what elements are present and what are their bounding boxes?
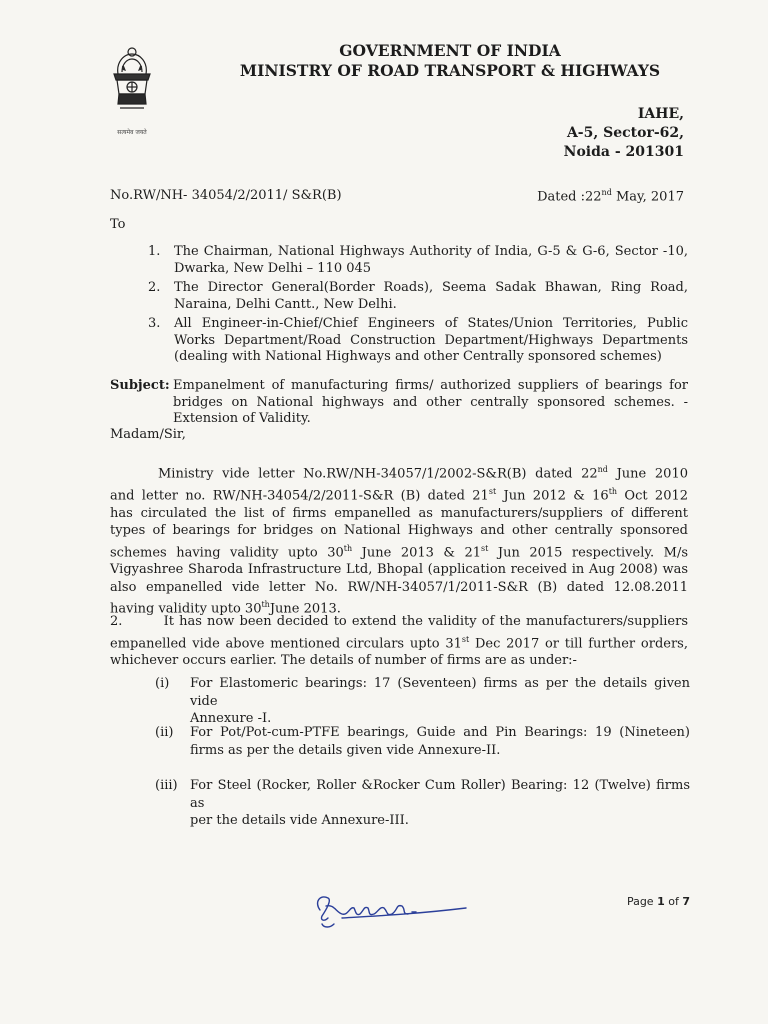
paragraph-2: 2. It has now been decided to extend the validity of the manufacturers/suppliers empanelled vide above mentioned circulars upto 31st Dec 2017 or till further orders, whichever occurs earlier. The details of number of firms are as under:- (110, 614, 688, 669)
paragraph-1: Ministry vide letter No.RW/NH-34057/1/2002-S&R(B) dated 22nd June 2010 and letter no. RW/NH-34054/2/2011-S&R (B) dated 21st Jun 2012 & 16th Oct 2012 has circulated the list of firms empanelled as manufacturers/suppliers of different types of bearings for bridges on National Highways and other centrally sponsored schemes having validity upto 30th June 2013 & 21st Jun 2015 respectively. M/s Vigyashree Sharoda Infrastructure Ltd, Bhopal (application received in Aug 2008) was also empanelled vide letter No. RW/NH-34057/1/2011-S&R (B) dated 12.08.2011 having validity upto 30thJune 2013. (110, 465, 689, 617)
list-item-pot-ptfe: (ii) For Pot/Pot-cum-PTFE bearings, Guide and Pin Bearings: 19 (Nineteen) firms as per the details given vide Annexure-II. (155, 725, 690, 758)
subject-label: Subject: (110, 378, 170, 393)
subject-block (110, 378, 690, 426)
subject-text: Empanelment of manufacturing firms/ authorized suppliers of bearings for bridges on National highways and other centrally sponsored schemes. - Extension of Validity. (173, 378, 688, 426)
page-number: Page 1 of 7 (626, 895, 690, 908)
addressee-1: 1. The Chairman, National Highways Authority of India, G-5 & G-6, Sector -10, Dwarka, New Delhi – 110 045 (148, 244, 688, 276)
letter-date: Dated :22nd May, 2017 (537, 188, 684, 205)
list-item-elastomeric: (i) For Elastomeric bearings: 17 (Seventeen) firms as per the details given vide Annexure -I. (155, 676, 690, 726)
national-emblem-icon (104, 44, 160, 130)
to-label: To (110, 217, 126, 232)
address-line-2: A-5, Sector-62, (566, 125, 684, 141)
addressee-2: 2. The Director General(Border Roads), Seema Sadak Bhawan, Ring Road, Naraina, Delhi Cantt., New Delhi. (148, 280, 688, 312)
emblem-motto: सत्यमेव जयते (117, 129, 147, 136)
signature (306, 888, 476, 932)
header-ministry: MINISTRY OF ROAD TRANSPORT & HIGHWAYS (239, 61, 661, 80)
list-item-steel: (iii) For Steel (Rocker, Roller &Rocker Cum Roller) Bearing: 12 (Twelve) firms as per the details vide Annexure-III. (155, 778, 690, 828)
reference-number: No.RW/NH- 34054/2/2011/ S&R(B) (110, 188, 342, 203)
address-line-3: Noida - 201301 (563, 144, 684, 160)
salutation: Madam/Sir, (110, 427, 186, 442)
address-line-1: IAHE, (637, 106, 684, 122)
addressee-3: 3. All Engineer-in-Chief/Chief Engineers of States/Union Territories, Public Works Department/Road Construction Department/Highways Departments (dealing with National Highways and other Centrally sponsored schemes) (148, 316, 688, 364)
header-government: GOVERNMENT OF INDIA (339, 41, 561, 60)
